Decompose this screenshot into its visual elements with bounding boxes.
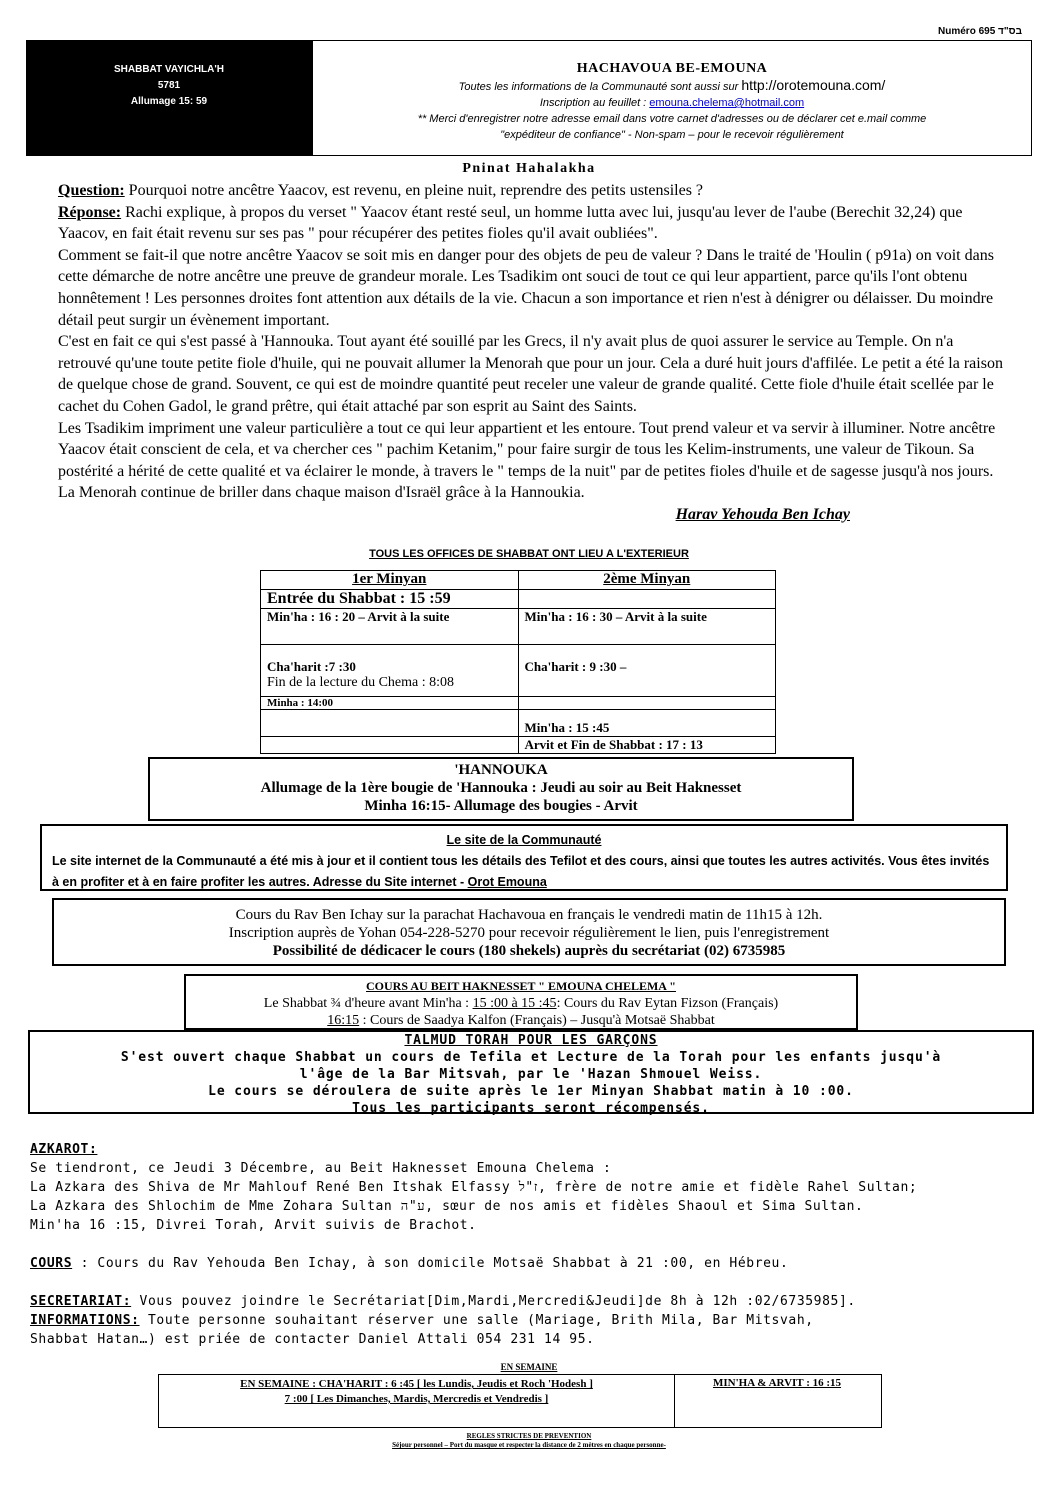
- semaine-title: EN SEMAINE: [500, 1362, 558, 1372]
- empty-cell: [518, 697, 776, 710]
- note-line-1: ** Merci d'enregistrer notre adresse email dans votre carnet d'adresses ou de déclarer cet e.mail comme: [417, 113, 927, 125]
- cours-notice: [30, 1254, 1040, 1273]
- hannouka-line-1: Allumage de la 1ère bougie de 'Hannouka : Jeudi au soir au Beit Haknesset: [260, 780, 742, 796]
- secretariat-notice: [30, 1292, 1040, 1311]
- reponse-label: Réponse:: [58, 203, 122, 221]
- question-label: Question:: [58, 182, 125, 199]
- informations-notice: [30, 1311, 1040, 1330]
- semaine-shaharit-1: EN SEMAINE : CHA'HARIT : 6 :45 [ les Lundis, Jeudis et Roch 'Hodesh ]: [240, 1378, 593, 1390]
- site-text: Le site internet de la Communauté a été mis à jour et il contient tous les détails des Tefilot et des cours, ainsi que toutes les autres activités. Vous êtes invités à en profiter et à en faire profiter les autres. Adresse du Site internet -: [52, 854, 990, 889]
- pninat-title: Pninat Hahalakha: [462, 161, 596, 176]
- article: [58, 180, 1010, 526]
- minha-2: Min'ha : 16 : 30 – Arvit à la suite: [518, 609, 776, 645]
- empty-cell: [518, 590, 776, 609]
- azkarot-line-3: La Azkara des Shlochim de Mme Zohara Sultan ע"ה, sœur de nos amis et fidèles Shaoul et Sima Sultan.: [30, 1199, 864, 1214]
- spacer: [30, 1235, 1040, 1254]
- shaharit-2: Cha'harit : 9 :30 –: [524, 659, 627, 674]
- beit-title: COURS AU BEIT HAKNESSET " EMOUNA CHELEMA ": [366, 979, 676, 993]
- info-line-text: Toutes les informations de la Communauté sont aussi sur: [458, 81, 739, 93]
- issue-number: Numéro 695 בס"ד: [938, 26, 1022, 37]
- newsletter-header: [312, 40, 1032, 156]
- beit-line-1-c: : Cours du Rav Eytan Fizson (Français): [556, 996, 779, 1011]
- talmud-line-1: S'est ouvert chaque Shabbat un cours de Tefila et Lecture de la Torah pour les enfants jusqu'à: [120, 1050, 942, 1065]
- question-text: Pourquoi notre ancêtre Yaacov, est revenu, en pleine nuit, reprendre des petits ustensiles ?: [124, 182, 704, 199]
- semaine-minha: MIN'HA & ARVIT : 16 :15: [712, 1377, 842, 1389]
- beit-line-1-a: Le Shabbat ¾ d'heure avant Min'ha :: [263, 996, 473, 1011]
- beit-line-2: [186, 1012, 856, 1029]
- cours-rav-box: [52, 898, 1006, 966]
- chema-time: Fin de la lecture du Chema : 8:08: [267, 675, 455, 690]
- reponse-text: Rachi explique, à propos du verset " Yaacov étant resté seul, un homme lutta avec lui, jusqu'au lever de l'aube (Berechit 32,24) que Yaacov, en fait était revenu sur ses pas " pour récupérer des petites fioles qu'il avait oubliées".: [58, 203, 963, 243]
- informations-text: Toute personne souhaitant réserver une salle (Mariage, Brith Mila, Bar Mitsvah,: [139, 1313, 814, 1328]
- secretariat-text: Vous pouvez joindre le Secrétariat[Dim,Mardi,Mercredi&Jeudi]de 8h à 12h :02/6735985].: [131, 1294, 856, 1309]
- article-paragraph-1: Comment se fait-il que notre ancêtre Yaacov se soit mis en danger pour des objets de peu de valeur ? Dans le traité de 'Houlin ( p91a) on voit dans cette démarche de notre ancêtre une preuve de grandeur morale. Les Tsadikim ont souci de tout ce qui leur appartient, parce qu'ils l'ont obtenu honnêtement ! Les personnes droites font attention aux détails de la vie. Chacun a son importance et rien n'est à dénigrer ou délaisser. Du moindre détail peut surgir un évènement important.: [58, 246, 994, 329]
- shabbat-info-box: [26, 40, 312, 156]
- hebrew-year: 5781: [157, 80, 181, 91]
- notices: [30, 1140, 1040, 1349]
- semaine-shaharit-2: 7 :00 [ Les Dimanches, Mardis, Mercredis et Vendredis ]: [284, 1393, 549, 1405]
- talmud-line-4: Tous les participants seront récompensés.: [352, 1101, 710, 1116]
- allumage-time: Allumage 15: 59: [130, 96, 208, 107]
- inscription-label: Inscription au feuillet :: [539, 97, 647, 109]
- beit-line-2-time: 16:15: [327, 1013, 360, 1028]
- beit-haknesset-box: [184, 974, 858, 1030]
- question-para: [58, 180, 1010, 202]
- site-link[interactable]: Orot Emouna: [467, 875, 547, 889]
- cours-line-3: Possibilité de dédicacer le cours (180 shekels) auprès du secrétariat (02) 6735985: [272, 943, 786, 959]
- informations-label: INFORMATIONS:: [30, 1313, 140, 1328]
- azkarot-line-4: Min'ha 16 :15, Divrei Torah, Arvit suivis de Brachot.: [30, 1218, 477, 1233]
- site-text-block: [52, 851, 996, 893]
- talmud-title: TALMUD TORAH POUR LES GARÇONS: [404, 1033, 658, 1048]
- community-site-box: [40, 824, 1008, 891]
- reponse-para: [58, 202, 1010, 245]
- entree-shabbat: Entrée du Shabbat : 15 :59: [261, 590, 519, 609]
- prevention-text: Séjour personnel – Port du masque et respecter la distance de 2 mètres en chaque personne-: [392, 1441, 666, 1449]
- shaharit-1-cell: [261, 645, 519, 697]
- cours-line-1: Cours du Rav Ben Ichay sur la parachat Hachavoua en français le vendredi matin de 11h15 à 12h.: [235, 907, 823, 923]
- azkarot-line-2: La Azkara des Shiva de Mr Mahlouf René Ben Itshak Elfassy ז"ל, frère de notre amie et fidèle Rahel Sultan;: [30, 1180, 918, 1195]
- empty-cell: [261, 710, 519, 737]
- secretariat-label: SECRETARIAT:: [30, 1294, 132, 1309]
- cours-line-2: Inscription auprès de Yohan 054-228-5270 pour recevoir régulièrement le lien, puis l'enregistrement: [228, 925, 830, 941]
- semaine-box: [158, 1374, 882, 1428]
- talmud-line-2: l'âge de la Bar Mitsvah, par le 'Hazan Shmouel Weiss.: [299, 1067, 763, 1082]
- email-link[interactable]: emouna.chelema@hotmail.com: [649, 97, 805, 109]
- shaharit-1: Cha'harit :7 :30: [267, 659, 356, 674]
- minha-1: Min'ha : 16 : 20 – Arvit à la suite: [261, 609, 519, 645]
- beit-line-1: [186, 995, 856, 1012]
- azkarot-line-1: Se tiendront, ce Jeudi 3 Décembre, au Beit Haknesset Emouna Chelema :: [30, 1161, 612, 1176]
- beit-line-2-b: : Cours de Saadya Kalfon (Français) – Jusqu'à Motsaë Shabbat: [359, 1013, 715, 1028]
- arvit-fin-shabbat: Arvit et Fin de Shabbat : 17 : 13: [518, 737, 776, 754]
- article-paragraph-3: Les Tsadikim impriment une valeur particulière a tout ce qui leur appartient et les entoure. Tout prend valeur et va servir à illuminer. Notre ancêtre Yaacov était conscient de cela, et va chercher ces " pachim Ketanim," pour faire surgir de tous les Kelim-instruments, une valeur de Tikoun. Sa postérité a hérité de cette qualité et va éclairer le monde, à travers le " temps de la nuit" par de petites fioles d'huile et de sagesse jusqu'à nos jours. La Menorah continue de briller dans chaque maison d'Israël grâce à la Hannoukia.: [58, 419, 996, 502]
- article-paragraph-2: C'est en fait ce qui s'est passé à 'Hannouka. Tout ayant été souillé par les Grecs, il n'y avait plus de quoi assurer le service au Temple. On n'a retrouvé qu'une toute petite fiole d'huile, qui ne pouvait allumer la Menorah que pour un jour. Cela a duré huit jours d'affilée. Le petit a été la raison de quelque chose de grand. Souvent, ce qui est de moindre quantité peut receler une valeur de grande qualité. Cette fiole d'huile était scellée par le cachet du Cohen Gadol, le grand prêtre, qui était attaché par son esprit au Saint des Saints.: [58, 333, 1003, 415]
- hannouka-title: 'HANNOUKA: [454, 762, 548, 778]
- article-signature: Harav Yehouda Ben Ichay: [675, 505, 850, 523]
- beit-line-1-time: 15 :00 à 15 :45: [472, 996, 557, 1011]
- semaine-shaharit: [159, 1375, 675, 1427]
- col2-header: 2ème Minyan: [518, 571, 776, 590]
- shaharit-2-cell: [518, 645, 776, 697]
- minha-saturday: Minha : 14:00: [261, 697, 519, 710]
- col1-header: 1er Minyan: [261, 571, 519, 590]
- minha-saturday-2: Min'ha : 15 :45: [518, 710, 776, 737]
- talmud-line-3: Le cours se déroulera de suite après le 1er Minyan Shabbat matin à 10 :00.: [208, 1084, 854, 1099]
- info-line: [313, 77, 1031, 95]
- site-title: Le site de la Communauté: [446, 833, 602, 847]
- offices-title: TOUS LES OFFICES DE SHABBAT ONT LIEU A L'EXTERIEUR: [369, 548, 689, 560]
- prevention-title: REGLES STRICTES DE PREVENTION: [466, 1432, 592, 1440]
- cours-label: COURS: [30, 1256, 73, 1271]
- shabbat-schedule-table: [260, 570, 776, 754]
- website-link[interactable]: http://orotemouna.com/: [741, 77, 886, 93]
- note-line-2: "expéditeur de confiance" - Non-spam – pour le recevoir régulièrement: [500, 129, 844, 141]
- inscription-line: [313, 95, 1031, 111]
- empty-cell: [261, 737, 519, 754]
- newsletter-title: HACHAVOUA BE-EMOUNA: [576, 61, 768, 76]
- hannouka-box: [148, 757, 854, 821]
- cours-text: : Cours du Rav Yehouda Ben Ichay, à son domicile Motsaë Shabbat à 21 :00, en Hébreu.: [72, 1256, 789, 1271]
- parasha-name: SHABBAT VAYICHLA'H: [114, 64, 224, 75]
- azkarot-label: AZKAROT:: [30, 1142, 98, 1157]
- talmud-torah-box: [28, 1030, 1034, 1114]
- spacer: [30, 1273, 1040, 1292]
- hannouka-line-2: Minha 16:15- Allumage des bougies - Arvit: [364, 798, 638, 814]
- informations-line-2: Shabbat Hatan…) est priée de contacter Daniel Attali 054 231 14 95.: [30, 1332, 595, 1347]
